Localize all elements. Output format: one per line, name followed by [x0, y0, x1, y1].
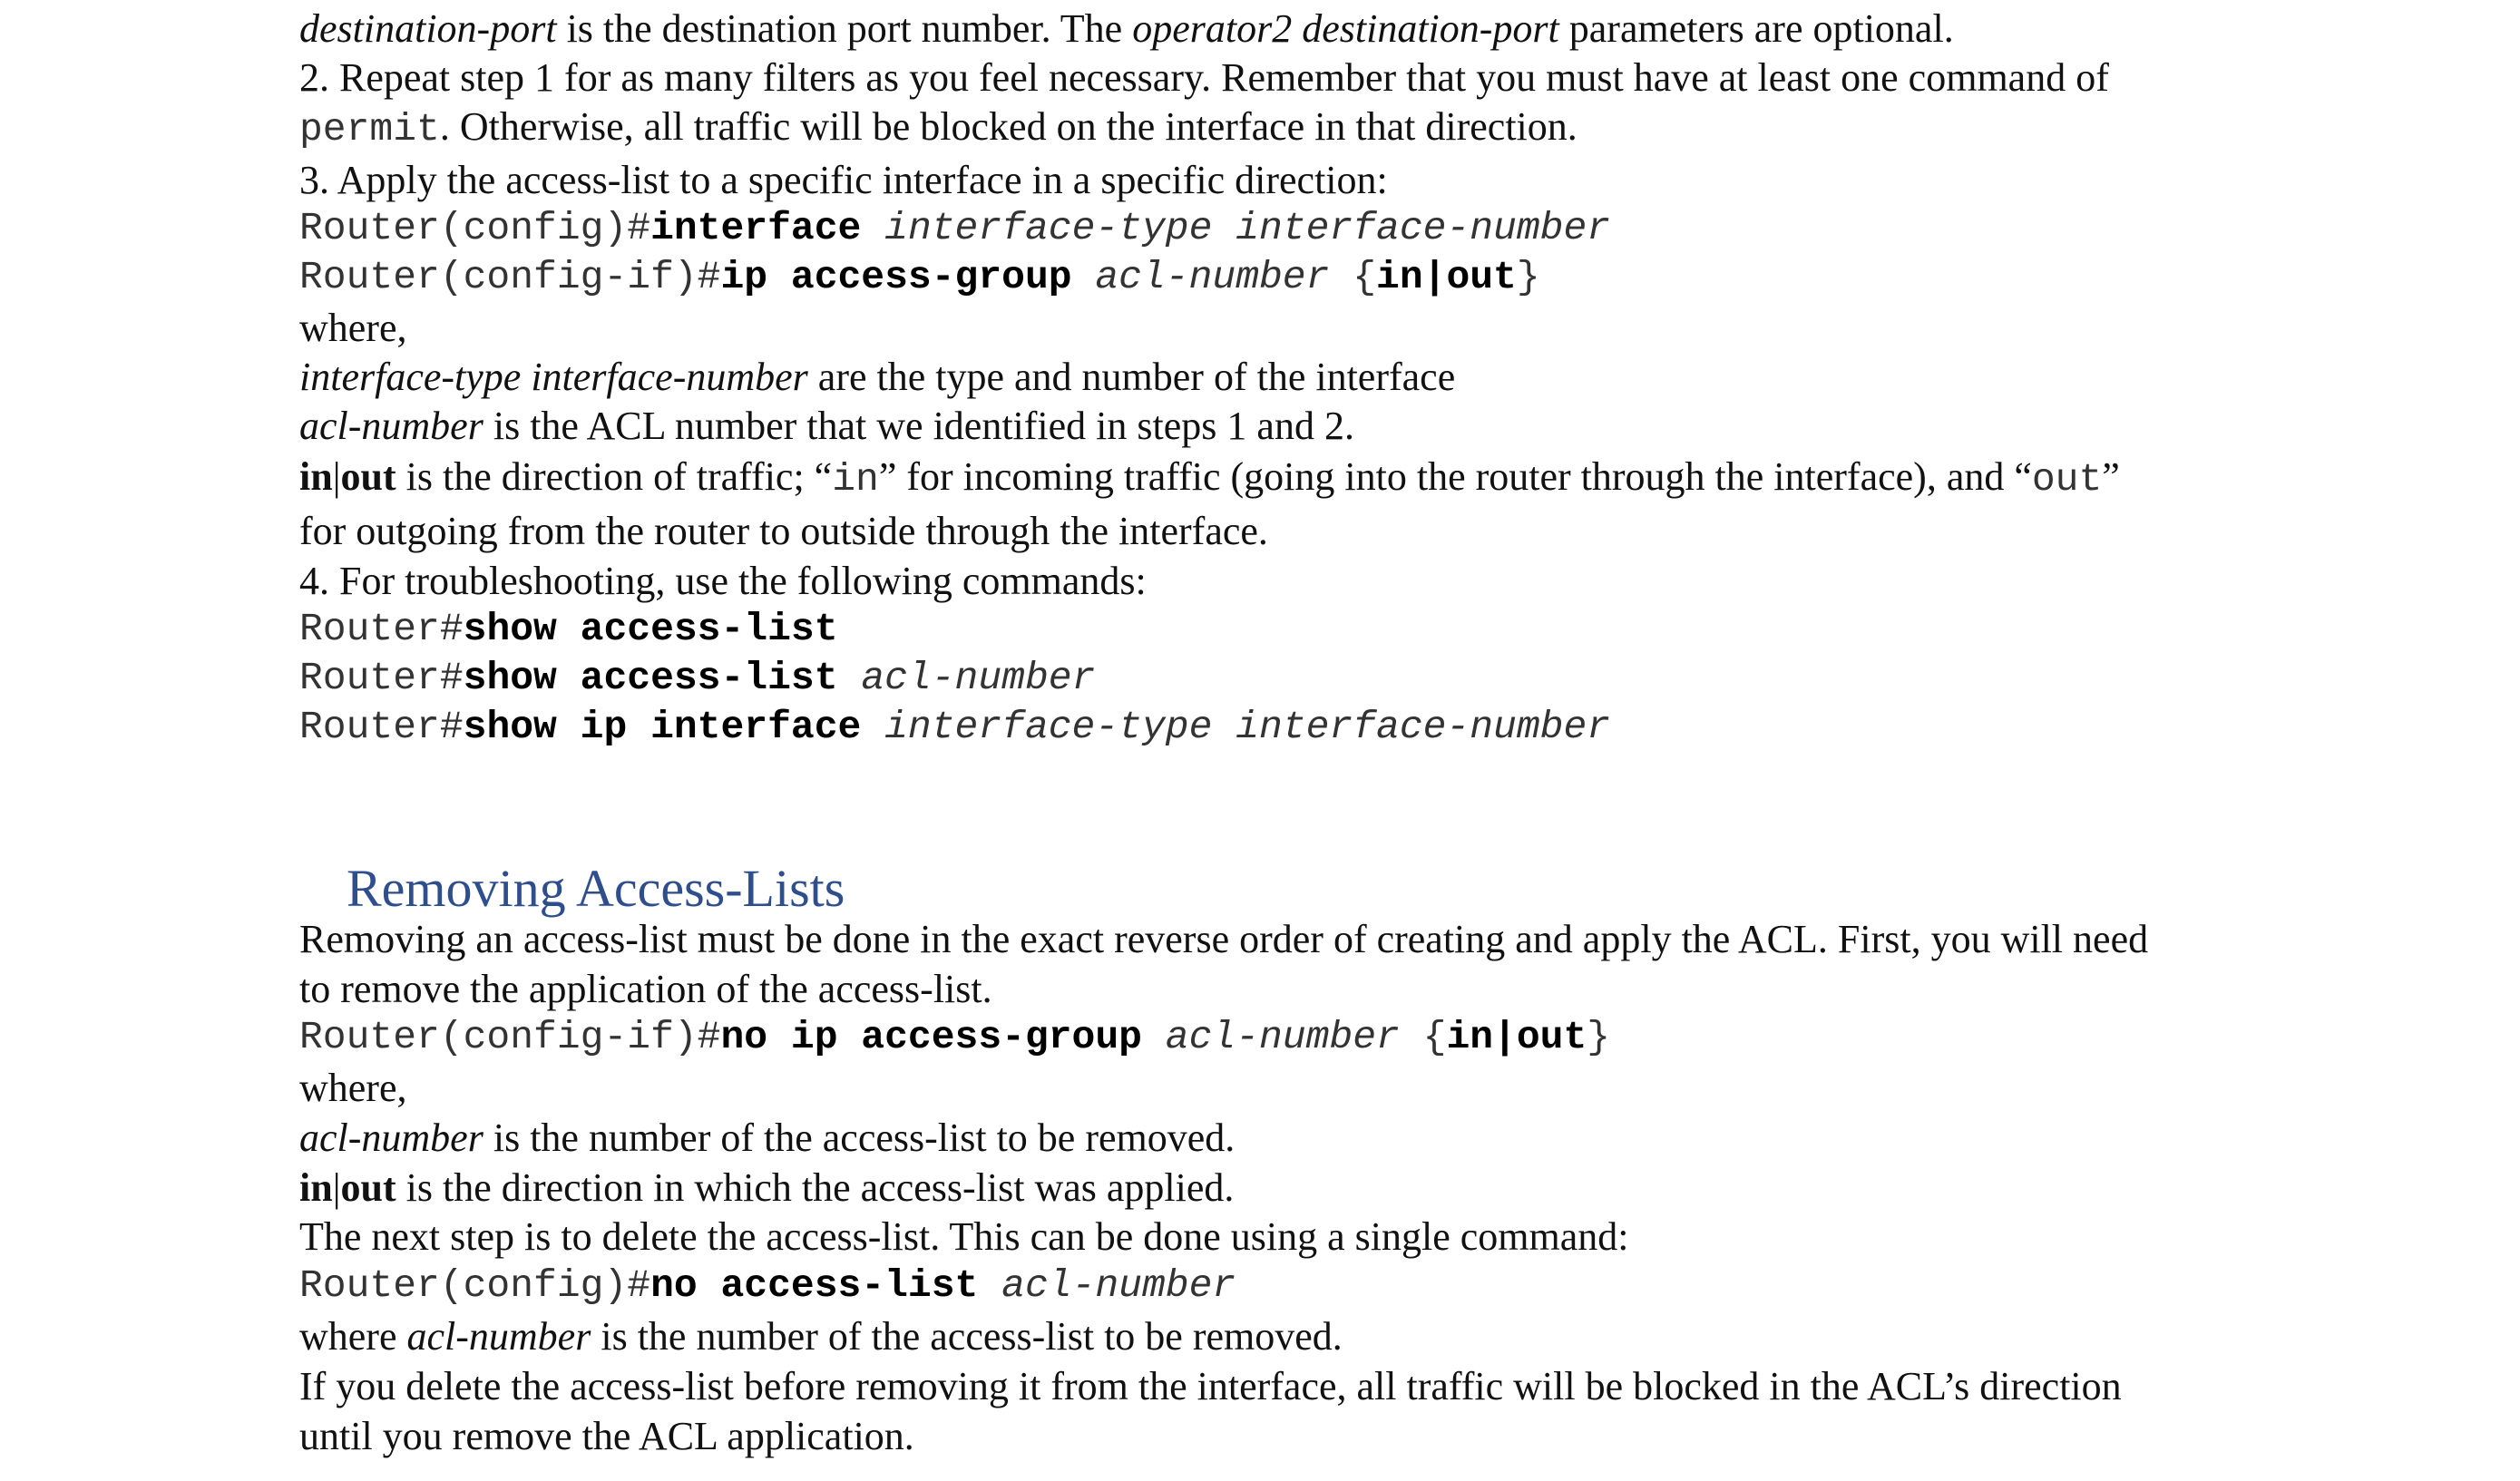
code-command: ip access-group — [720, 255, 1072, 299]
code-prompt: Router(config-if)# — [299, 255, 721, 299]
code-argument: acl-number — [861, 656, 1096, 700]
code-brace: { — [1329, 255, 1377, 299]
code-line-no-ip-access-group — [299, 1016, 1610, 1058]
code-space — [978, 1263, 1001, 1308]
code-prompt: Router# — [299, 607, 464, 651]
code-line-show-access-list — [299, 608, 838, 650]
term-interface-type: interface-type interface-number — [299, 355, 808, 399]
text-line-outgoing: for outgoing from the router to outside through the interface. — [299, 509, 1268, 553]
warning-text-2: until you remove the ACL application. — [299, 1414, 914, 1458]
step-2-text: 2. Repeat step 1 for as many filters as you feel necessary. Remember that you must have at least one command of — [299, 55, 2109, 100]
code-line-no-access-list — [299, 1264, 1236, 1307]
text-line-acl-number-2 — [299, 1116, 1235, 1160]
section-heading: Removing Access-Lists — [347, 859, 845, 918]
removing-intro-text-2: to remove the application of the access-list. — [299, 967, 992, 1011]
code-command: show ip interface — [463, 705, 862, 749]
text-fragment: is the direction of traffic; “ — [396, 454, 833, 499]
text-line-permit — [299, 105, 1577, 151]
code-out: out — [2031, 457, 2103, 502]
term-acl-number: acl-number — [406, 1314, 591, 1359]
warning-text: If you delete the access-list before removing it from the interface, all traffic will be blocked in the ACL’s direction — [299, 1364, 2122, 1408]
code-separator: | — [1493, 1015, 1517, 1059]
code-permit: permit — [299, 107, 440, 151]
text-line-interface-type — [299, 356, 1455, 399]
code-prompt: Router(config-if)# — [299, 1015, 721, 1059]
text-line-in-out — [299, 455, 2120, 501]
removing-intro-text: Removing an access-list must be done in the exact reverse order of creating and apply the ACL. First, you will need — [299, 917, 2149, 961]
code-prompt: Router(config)# — [299, 206, 651, 250]
code-option: in — [1446, 1015, 1494, 1059]
where-label: where, — [299, 306, 407, 350]
code-line-show-ip-interface — [299, 706, 1610, 748]
code-command: no access-list — [650, 1263, 979, 1308]
text-fragment: parameters are optional. — [1558, 6, 1954, 51]
text-fragment: . Otherwise, all traffic will be blocked on the interface in that direction. — [439, 104, 1577, 149]
next-step-text: The next step is to delete the access-list. This can be done using a single command: — [299, 1214, 1629, 1259]
code-line-ip-access-group — [299, 256, 1540, 298]
code-line-interface — [299, 207, 1610, 249]
where-label-2: where, — [299, 1066, 407, 1110]
code-separator: | — [1422, 255, 1447, 299]
code-brace: } — [1587, 1015, 1611, 1059]
code-command: no ip access-group — [720, 1015, 1142, 1059]
code-prompt: Router(config)# — [299, 1263, 651, 1308]
code-line-show-access-list-acl — [299, 657, 1095, 699]
text-fragment: are the type and number of the interface — [807, 355, 1456, 399]
code-argument: interface-type interface-number — [884, 206, 1611, 250]
text-fragment: is the ACL number that we identified in steps 1 and 2. — [483, 404, 1354, 448]
code-prompt: Router# — [299, 656, 464, 700]
code-option: out — [1516, 1015, 1587, 1059]
code-argument: acl-number — [1165, 1015, 1400, 1059]
keyword-out: out — [340, 454, 396, 499]
code-command: show access-list — [463, 607, 838, 651]
keyword-in: in — [299, 454, 333, 499]
term-operator2: operator2 destination-port — [1132, 6, 1559, 51]
text-fragment: is the direction in which the access-list was applied. — [396, 1165, 1235, 1210]
text-line-destination-port — [299, 7, 1954, 51]
code-argument: acl-number — [1001, 1263, 1236, 1308]
separator: | — [332, 1165, 341, 1210]
text-fragment: ” for incoming traffic (going into the router through the interface), and “ — [878, 454, 2032, 499]
term-acl-number: acl-number — [299, 1116, 483, 1160]
code-prompt: Router# — [299, 705, 464, 749]
code-argument: acl-number — [1095, 255, 1330, 299]
code-space — [838, 656, 862, 700]
text-line-where-acl — [299, 1315, 1343, 1359]
term-acl-number: acl-number — [299, 404, 483, 448]
text-fragment: ” — [2102, 454, 2120, 499]
code-option: in — [1376, 255, 1423, 299]
code-command: show access-list — [463, 656, 838, 700]
code-space — [1072, 255, 1096, 299]
code-space — [1142, 1015, 1166, 1059]
separator: | — [332, 454, 341, 499]
step-4-text: 4. For troubleshooting, use the following commands: — [299, 559, 1147, 603]
code-space — [861, 206, 884, 250]
text-fragment: is the destination port number. The — [556, 6, 1133, 51]
keyword-in: in — [299, 1165, 333, 1210]
text-line-acl-number — [299, 404, 1354, 448]
code-command: interface — [650, 206, 862, 250]
code-in: in — [832, 457, 879, 502]
keyword-out: out — [340, 1165, 396, 1210]
term-destination-port: destination-port — [299, 6, 557, 51]
code-option: out — [1446, 255, 1517, 299]
code-brace: } — [1516, 255, 1540, 299]
code-brace: { — [1399, 1015, 1447, 1059]
text-line-in-out-2 — [299, 1166, 1234, 1210]
text-fragment: is the number of the access-list to be removed. — [591, 1314, 1343, 1359]
code-space — [861, 705, 884, 749]
text-fragment: where — [299, 1314, 407, 1359]
code-argument: interface-type interface-number — [884, 705, 1611, 749]
text-fragment: is the number of the access-list to be removed. — [483, 1116, 1236, 1160]
step-3-text: 3. Apply the access-list to a specific interface in a specific direction: — [299, 158, 1388, 202]
